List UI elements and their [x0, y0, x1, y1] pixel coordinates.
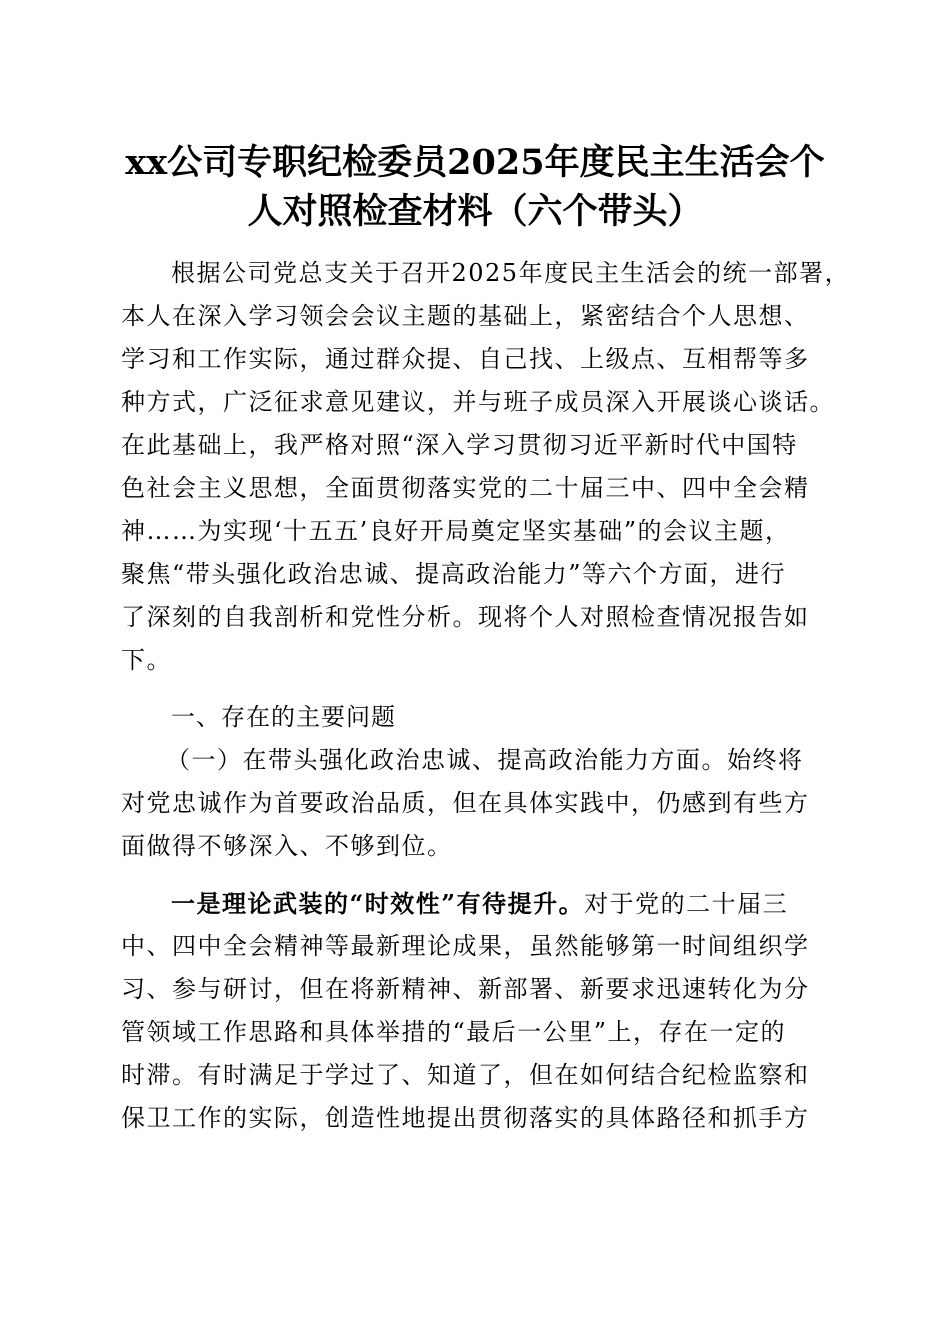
paragraph-line: 聚焦“带头强化政治忠诚、提高政治能力”等六个方面，进行	[121, 560, 787, 588]
paragraph-line: 时滞。有时满足于学过了、知道了，但在如何结合纪检监察和	[121, 1061, 810, 1089]
paragraph-line: 对党忠诚作为首要政治品质，但在具体实践中，仍感到有些方	[121, 789, 810, 817]
paragraph-line: 面做得不够深入、不够到位。	[121, 832, 453, 860]
section-heading: 一、存在的主要问题	[171, 703, 396, 731]
paragraph-line: 管领域工作思路和具体举措的“最后一公里”上，存在一定的	[121, 1018, 787, 1046]
paragraph-line: 学习和工作实际，通过群众提、自己找、上级点、互相帮等多	[121, 345, 810, 373]
paragraph-line: 种方式，广泛征求意见建议，并与班子成员深入开展谈心谈话。	[121, 388, 835, 416]
paragraph-line: 色社会主义思想，全面贯彻落实党的二十届三中、四中全会精	[121, 474, 810, 502]
paragraph-line	[121, 882, 841, 925]
paragraph-line: 根据公司党总支关于召开2025年度民主生活会的统一部署，	[171, 259, 851, 287]
paragraph-gap	[121, 868, 841, 882]
paragraph-gap	[121, 682, 841, 696]
paragraph-line: 中、四中全会精神等最新理论成果，虽然能够第一时间组织学	[121, 932, 810, 960]
paragraph-line: 了深刻的自我剖析和党性分析。现将个人对照检查情况报告如	[121, 603, 810, 631]
document-title	[90, 138, 860, 236]
intro-paragraph	[121, 252, 851, 682]
paragraph-line: 保卫工作的实际，创造性地提出贯彻落实的具体路径和抓手方	[121, 1104, 810, 1132]
subsection-paragraph	[121, 739, 841, 868]
paragraph-line: 下。	[121, 646, 172, 674]
paragraph-line: 本人在深入学习领会会议主题的基础上，紧密结合个人思想、	[121, 302, 810, 330]
paragraph-line: 在此基础上，我严格对照“深入学习贯彻习近平新时代中国特	[121, 431, 798, 459]
paragraph-line: 习、参与研讨，但在将新精神、新部署、新要求迅速转化为分	[121, 975, 810, 1003]
point-one-first-rest: 对于党的二十届三	[584, 890, 789, 918]
paragraph-line: （一）在带头强化政治忠诚、提高政治能力方面。始终将	[166, 746, 804, 774]
point-one-lead: 一是理论武装的“时效性”有待提升。	[171, 889, 585, 918]
title-line-2: 人对照检查材料（六个带头）	[247, 191, 703, 232]
paragraph-line: 神……为实现‘十五五’良好开局奠定坚实基础”的会议主题，	[121, 517, 791, 545]
point-one-paragraph	[121, 882, 841, 1140]
document-body	[121, 252, 851, 1140]
title-line-1: xx公司专职纪检委员2025年度民主生活会个	[125, 142, 825, 183]
